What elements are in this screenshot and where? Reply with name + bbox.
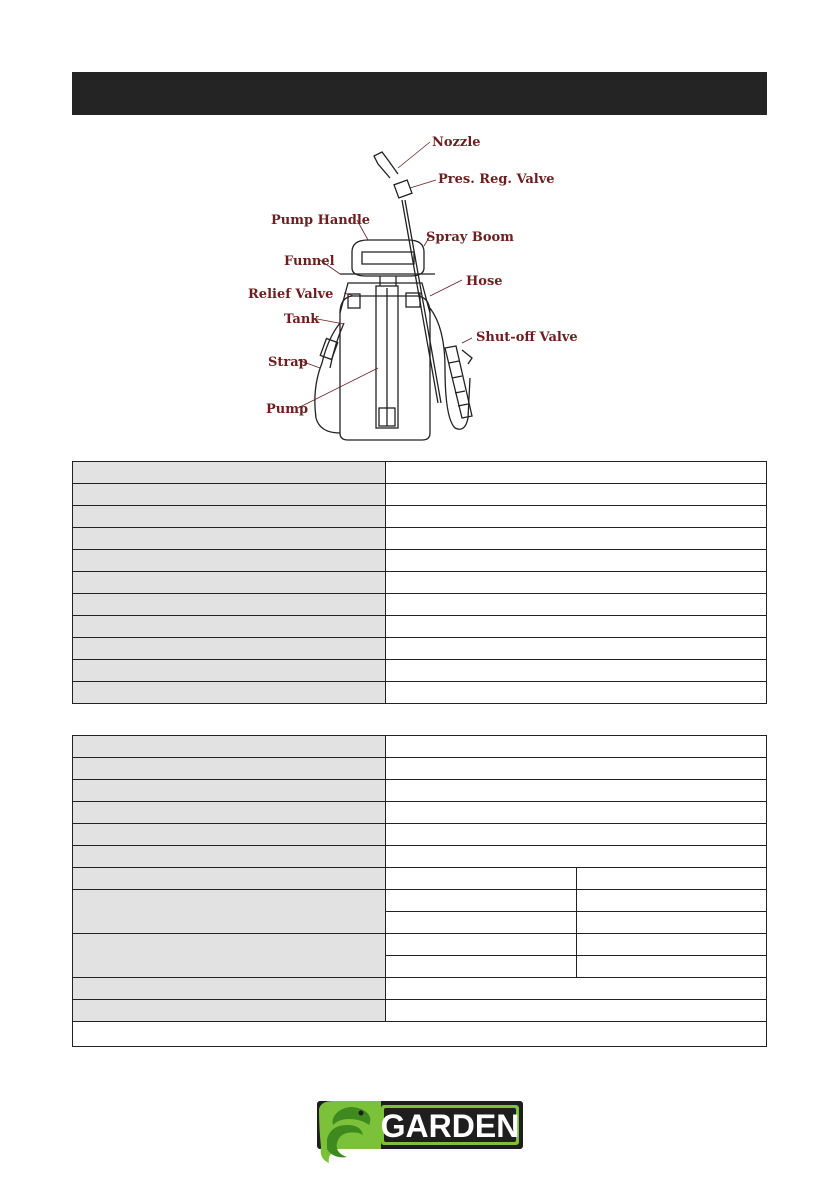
spec-value-cell xyxy=(386,978,767,1000)
spec-label-cell xyxy=(73,572,386,594)
spec-value-cell xyxy=(386,594,767,616)
spec-label-cell xyxy=(73,528,386,550)
header-bar xyxy=(72,72,767,115)
spec-value-cell xyxy=(386,934,577,956)
table-row xyxy=(73,934,767,956)
spec-value-cell xyxy=(576,868,767,890)
spec-label-cell xyxy=(73,978,386,1000)
spec-value-cell xyxy=(386,462,767,484)
label-pump-handle: Pump Handle xyxy=(271,213,371,228)
table-row xyxy=(73,550,767,572)
table-row xyxy=(73,638,767,660)
spec-label-cell xyxy=(73,1000,386,1022)
spec-value-cell xyxy=(386,780,767,802)
spec-value-cell xyxy=(386,572,767,594)
table-row xyxy=(73,802,767,824)
spec-label-cell xyxy=(73,934,386,978)
spec-label-cell xyxy=(73,462,386,484)
label-strap: Strap xyxy=(268,355,308,370)
spec-label-cell xyxy=(73,616,386,638)
spec-label-cell xyxy=(73,824,386,846)
spec-label-cell xyxy=(73,638,386,660)
table-row xyxy=(73,978,767,1000)
spec-value-cell xyxy=(386,736,767,758)
spec-value-cell xyxy=(386,638,767,660)
table-row xyxy=(73,868,767,890)
table-row xyxy=(73,736,767,758)
table-row xyxy=(73,528,767,550)
spec-label-cell xyxy=(73,484,386,506)
sprayer-diagram xyxy=(240,128,580,448)
label-hose: Hose xyxy=(466,274,503,289)
spec-label-cell xyxy=(73,594,386,616)
table-row xyxy=(73,890,767,912)
sprayer-illustration xyxy=(240,128,580,448)
table-row xyxy=(73,484,767,506)
table-row xyxy=(73,660,767,682)
spec-value-cell xyxy=(386,890,577,912)
spec-value-cell xyxy=(576,890,767,912)
garden-logo xyxy=(317,1099,523,1165)
table-row xyxy=(73,616,767,638)
spec-value-cell xyxy=(386,912,577,934)
spec-value-cell xyxy=(386,616,767,638)
spec-value-cell xyxy=(386,802,767,824)
spec-value-cell xyxy=(386,956,577,978)
spec-value-cell xyxy=(386,1000,767,1022)
spec-value-cell xyxy=(386,824,767,846)
spec-label-cell xyxy=(73,660,386,682)
label-pump: Pump xyxy=(266,402,309,417)
label-relief-valve: Relief Valve xyxy=(248,287,334,302)
table-row xyxy=(73,506,767,528)
table-row xyxy=(73,462,767,484)
garden-logo-graphic xyxy=(317,1099,523,1165)
table-row xyxy=(73,594,767,616)
spec-value-cell xyxy=(386,528,767,550)
spec-value-cell xyxy=(386,682,767,704)
spec-label-cell xyxy=(73,736,386,758)
spec-value-cell xyxy=(576,934,767,956)
spec-label-cell xyxy=(73,506,386,528)
table-row xyxy=(73,824,767,846)
spec-table-two xyxy=(72,735,767,1047)
spec-label-cell xyxy=(73,682,386,704)
label-nozzle: Nozzle xyxy=(432,135,481,150)
logo-text: GARDEN xyxy=(380,1108,520,1144)
spec-value-cell xyxy=(386,846,767,868)
label-tank: Tank xyxy=(284,312,320,327)
table-row xyxy=(73,780,767,802)
spec-value-cell xyxy=(576,912,767,934)
spec-value-cell xyxy=(386,660,767,682)
spec-value-cell xyxy=(386,758,767,780)
spec-value-cell xyxy=(386,550,767,572)
spec-label-cell xyxy=(73,780,386,802)
spec-value-cell xyxy=(386,868,577,890)
spec-label-cell xyxy=(73,890,386,934)
spec-label-cell xyxy=(73,846,386,868)
label-funnel: Funnel xyxy=(284,254,335,269)
spec-table-one xyxy=(72,461,767,704)
spec-value-cell xyxy=(576,956,767,978)
spec-value-cell xyxy=(386,506,767,528)
spec-label-cell xyxy=(73,868,386,890)
table-row xyxy=(73,846,767,868)
table-row xyxy=(73,1000,767,1022)
spec-label-cell xyxy=(73,550,386,572)
table-row xyxy=(73,1022,767,1047)
table-row xyxy=(73,572,767,594)
spec-value-cell xyxy=(73,1022,767,1047)
table-row xyxy=(73,682,767,704)
label-pres-reg-valve: Pres. Reg. Valve xyxy=(438,172,555,187)
spec-value-cell xyxy=(386,484,767,506)
label-shut-off-valve: Shut-off Valve xyxy=(476,330,578,345)
spec-label-cell xyxy=(73,758,386,780)
table-row xyxy=(73,758,767,780)
spec-label-cell xyxy=(73,802,386,824)
label-spray-boom: Spray Boom xyxy=(426,230,514,245)
